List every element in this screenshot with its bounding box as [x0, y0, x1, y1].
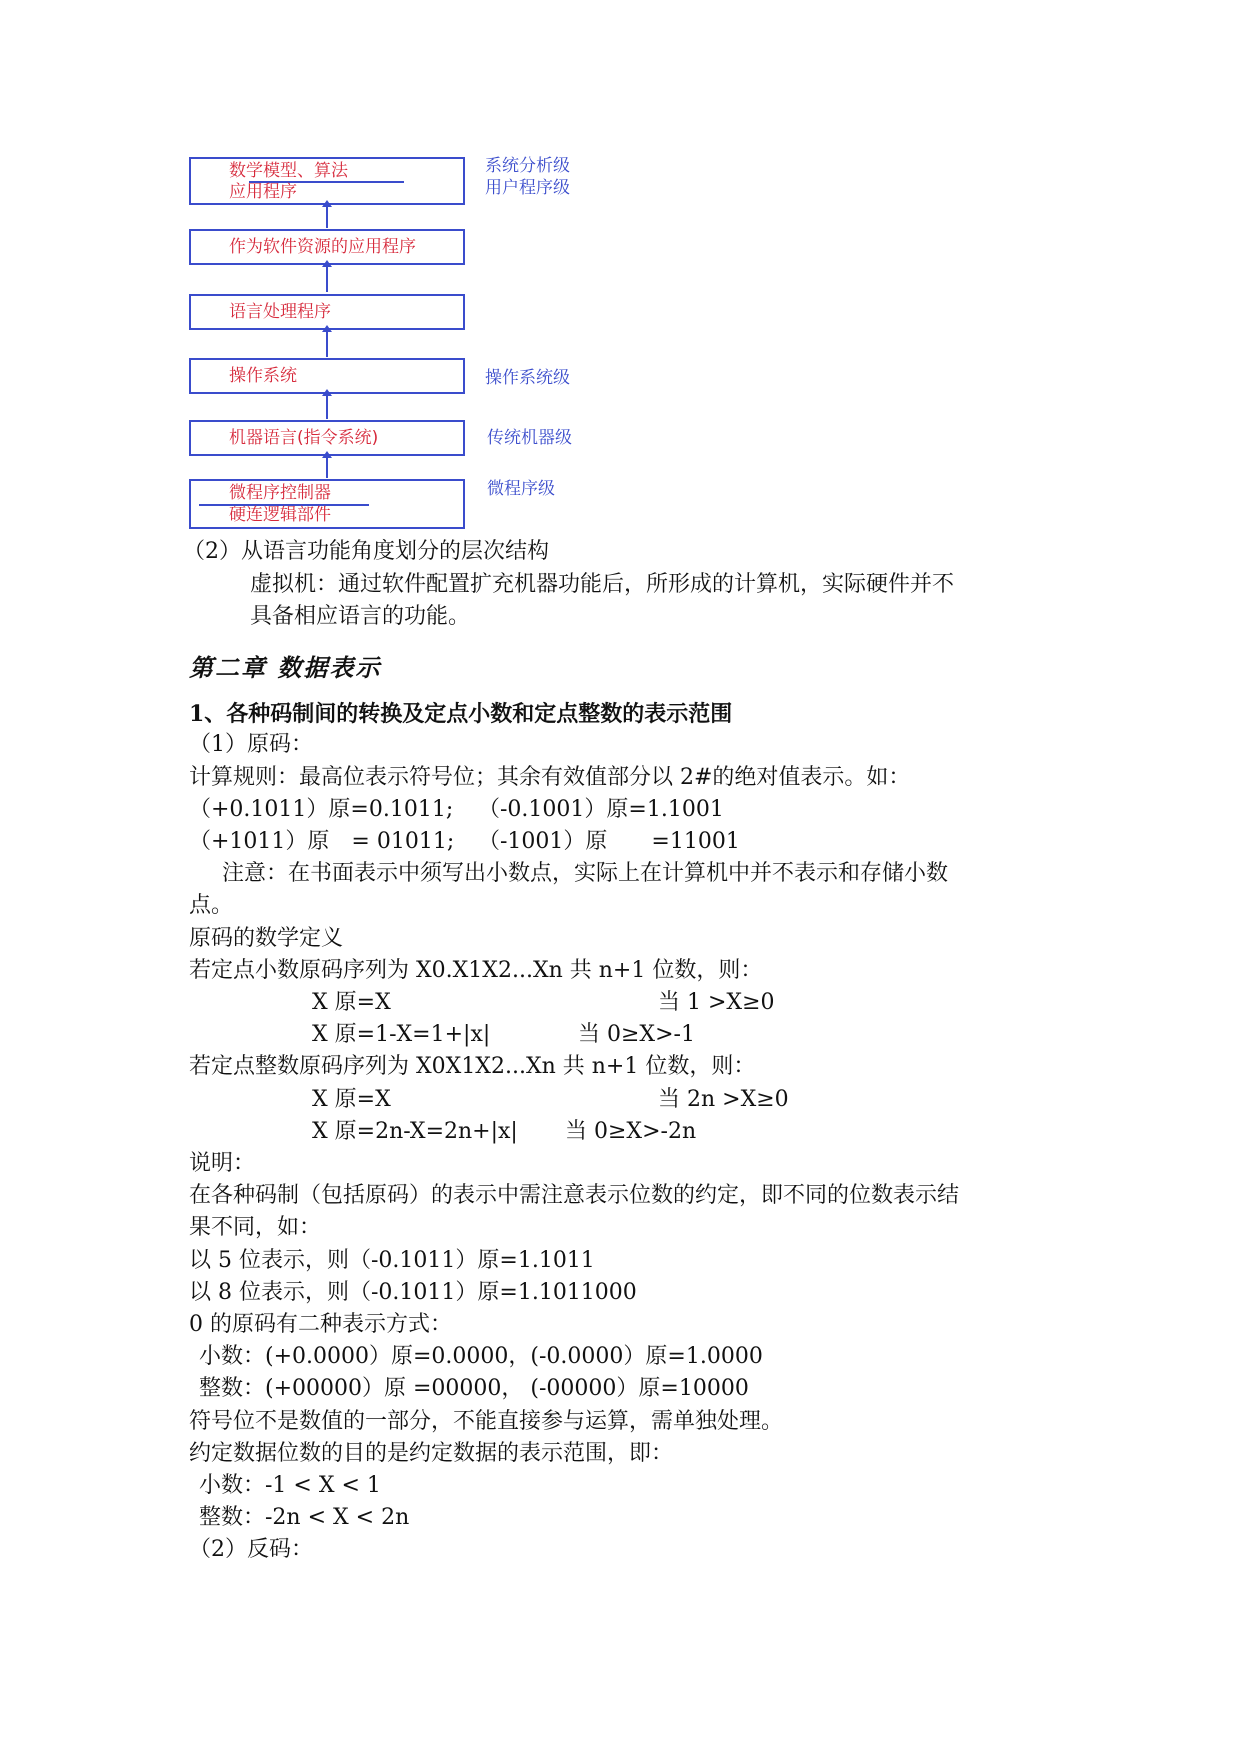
line-18: 以 8 位表示，则（-0.1011）原=1.1011000	[189, 1280, 637, 1305]
arrow-up-icon	[326, 266, 328, 292]
chapter-title: 第二章 数据表示	[189, 653, 382, 682]
level-traditional-machine: 传统机器级	[487, 428, 572, 448]
box-math-model-line2: 应用程序	[229, 182, 297, 202]
line-20: 小数：(+0.0000）原=0.0000，(-0.0000）原=1.0000	[199, 1344, 763, 1369]
line-13b: 当 0≥X>-2n	[565, 1119, 697, 1144]
box-math-model	[189, 157, 465, 205]
line-25: 整数：-2n < X < 2n	[199, 1505, 410, 1530]
line-02: 计算规则：最高位表示符号位；其余有效值部分以 2#的绝对值表示。如：	[189, 765, 911, 790]
line-06: 点。	[189, 893, 234, 918]
section-2-line2: 具备相应语言的功能。	[250, 604, 471, 629]
line-11: 若定点整数原码序列为 X0X1X2...Xn 共 n+1 位数，则：	[189, 1054, 756, 1079]
line-04a: （+1011）原 = 01011;	[189, 829, 455, 854]
arrow-up-icon	[326, 457, 328, 478]
box-microprogram	[189, 479, 465, 529]
arrow-up-icon	[326, 206, 328, 228]
arrow-up-icon	[326, 395, 328, 419]
line-23: 约定数据位数的目的是约定数据的表示范围，即：	[189, 1441, 674, 1466]
level-user-program: 用户程序级	[485, 178, 570, 198]
box-language-processor-label: 语言处理程序	[229, 302, 331, 322]
level-os: 操作系统级	[485, 368, 570, 388]
line-08: 若定点小数原码序列为 X0.X1X2...Xn 共 n+1 位数，则：	[189, 958, 763, 983]
line-09b: 当 1 >X≥0	[658, 990, 775, 1015]
arrow-up-icon	[326, 331, 328, 357]
line-09a: X 原=X	[312, 990, 391, 1015]
line-03b: （-0.1001）原=1.1001	[478, 797, 724, 822]
line-19: 0 的原码有二种表示方式：	[189, 1312, 452, 1337]
line-12a: X 原=X	[312, 1087, 391, 1112]
box-math-model-line1: 数学模型、算法	[229, 161, 348, 181]
line-05: 注意：在书面表示中须写出小数点，实际上在计算机中并不表示和存储小数	[222, 861, 949, 886]
line-26: （2）反码：	[189, 1537, 313, 1562]
box-microprogram-line2: 硬连逻辑部件	[229, 505, 331, 525]
line-03a: （+0.1011）原=0.1011;	[189, 797, 454, 822]
line-10a: X 原=1-X=1+|x|	[312, 1022, 491, 1047]
line-14: 说明：	[189, 1151, 256, 1176]
level-system-analysis: 系统分析级	[485, 156, 570, 176]
line-16: 果不同，如：	[189, 1215, 322, 1240]
section-2-line1: 虚拟机：通过软件配置扩充机器功能后，所形成的计算机，实际硬件并不	[250, 572, 955, 597]
subheading: 1、各种码制间的转换及定点小数和定点整数的表示范围	[189, 701, 733, 727]
line-24: 小数：-1 < X < 1	[199, 1473, 381, 1498]
line-07: 原码的数学定义	[189, 926, 344, 951]
box-software-resource-label: 作为软件资源的应用程序	[229, 237, 416, 257]
level-microprogram: 微程序级	[487, 479, 555, 499]
box-microprogram-line1: 微程序控制器	[229, 483, 331, 503]
section-2-heading: （2）从语言功能角度划分的层次结构	[183, 539, 549, 564]
line-10b: 当 0≥X>-1	[578, 1022, 695, 1047]
line-22: 符号位不是数值的一部分，不能直接参与运算，需单独处理。	[189, 1409, 784, 1434]
line-12b: 当 2n >X≥0	[658, 1087, 789, 1112]
line-04b: （-1001）原 =11001	[478, 829, 740, 854]
line-13a: X 原=2n-X=2n+|x|	[312, 1119, 518, 1144]
line-17: 以 5 位表示，则（-0.1011）原=1.1011	[189, 1248, 595, 1273]
box-operating-system-label: 操作系统	[229, 366, 297, 386]
box-machine-language-label: 机器语言(指令系统)	[229, 428, 379, 448]
line-01: （1）原码：	[189, 732, 313, 757]
line-15: 在各种码制（包括原码）的表示中需注意表示位数的约定，即不同的位数表示结	[189, 1183, 960, 1208]
line-21: 整数：(+00000）原 =00000， (-00000）原=10000	[199, 1376, 749, 1401]
